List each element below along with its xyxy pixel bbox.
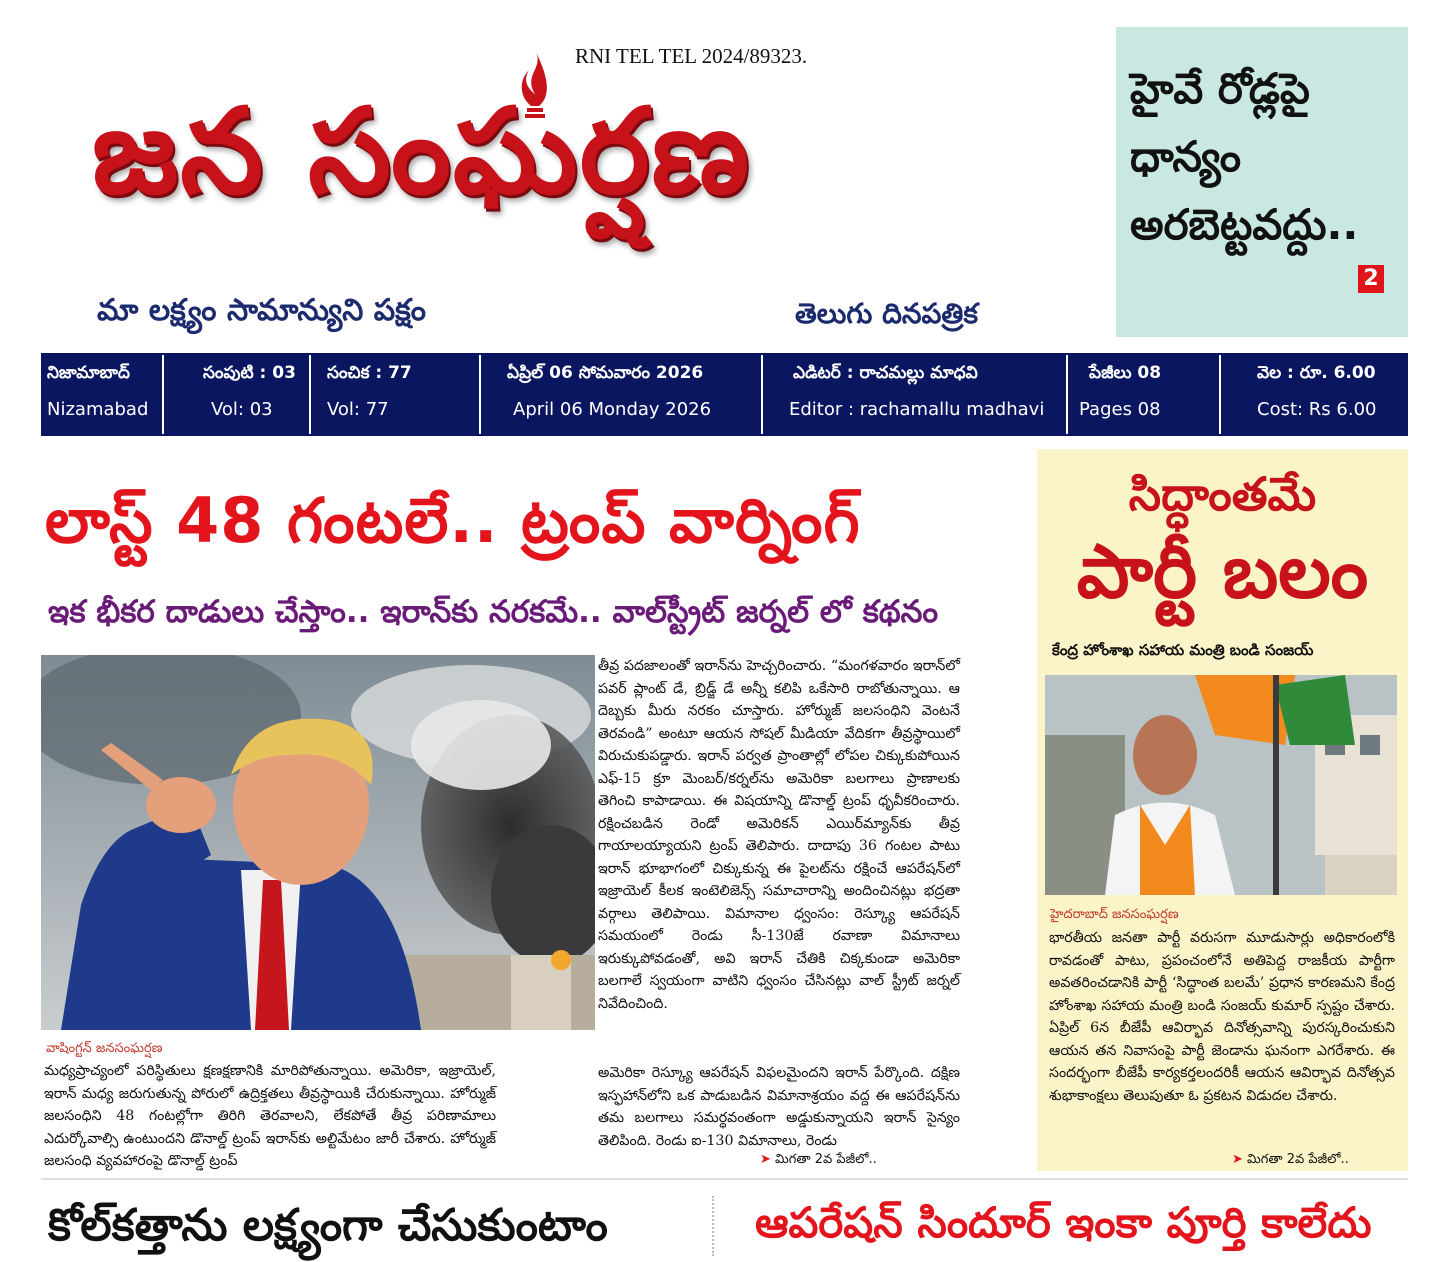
info-te: వెల : రూ. 6.00 bbox=[1257, 363, 1376, 383]
promo-page-badge: 2 bbox=[1358, 265, 1384, 293]
info-te: సంపుటి : 03 bbox=[203, 363, 296, 383]
lead-photo-illustration bbox=[41, 655, 595, 1030]
sidebar-title-line-1: సిద్ధాంతమే bbox=[1128, 467, 1317, 521]
sidebar-byline: కేంద్ర హోంశాఖ సహాయ మంత్రి బండి సంజయ్ bbox=[1052, 641, 1314, 659]
section-divider bbox=[41, 1178, 1408, 1180]
arrow-right-icon: ➤ bbox=[760, 1152, 776, 1167]
sidebar-title-line-2: పార్టీ బలం bbox=[1076, 529, 1369, 615]
info-en: Vol: 77 bbox=[327, 399, 389, 420]
info-te: నిజామాబాద్ bbox=[47, 363, 130, 383]
info-te: సంచిక : 77 bbox=[327, 363, 412, 383]
info-separator bbox=[1066, 355, 1068, 434]
sidebar-continued-link[interactable] bbox=[1232, 1152, 1349, 1170]
lead-body-column-2-wide: అమెరికా రెస్క్యూ ఆపరేషన్ విఫలమైందని ఇరాన్ పేర్కొంది. దక్షిణ ఇస్ఫహాన్‌లోని ఒక పాడుబడిన విమానాశ్రయం వద్ద ఈ ఆపరేషన్‌ను తమ బలగాలు సమర్థవంతంగా అడ్డుకున్నాయని ఇరాన్ సైన్యం తెలిపింది. రెండు ఐ-130 విమానాలు, రెండు bbox=[598, 1065, 960, 1149]
sidebar-dateline: హైదరాబాద్ జనసంఘర్షణ bbox=[1050, 907, 1179, 922]
newspaper-logo: జన సంఘర్షణ bbox=[92, 82, 752, 220]
column-divider bbox=[712, 1196, 714, 1256]
bottom-left-headline[interactable]: కోల్‌కత్తాను లక్ష్యంగా చేసుకుంటాం bbox=[48, 1200, 608, 1251]
lead-photo[interactable] bbox=[41, 655, 595, 1030]
lead-continued-text: మిగతా 2వ పేజీలో.. bbox=[775, 1152, 877, 1167]
info-en: Nizamabad bbox=[47, 399, 149, 420]
lead-dateline: వాషింగ్టన్ జనసంఘర్షణ bbox=[46, 1041, 163, 1056]
info-en: Cost: Rs 6.00 bbox=[1257, 399, 1377, 420]
info-en: Editor : rachamallu madhavi bbox=[789, 399, 1045, 420]
info-separator bbox=[162, 355, 164, 434]
lead-body-column-1: మధ్యప్రాచ్యంలో పరిస్థితులు క్షణక్షణానికి మారిపోతున్నాయి. అమెరికా, ఇజ్రాయెల్, ఇరాన్ మధ్య జరుగుతున్న పోరులో ఉద్రిక్తతలు తీవ్రస్థాయికి చేరుకున్నాయి. హోర్ముజ్ జలసంధిని 48 గంటల్లోగా తిరిగి తెరవాలని, లేకపోతే తీవ్ర పరిణామాలు ఎదుర్కోవాల్సి ఉంటుందని డొనాల్డ్ ట్రంప్ ఇరాన్‌కు అల్టిమేటం జారీ చేశారు. హోర్ముజ్ జలసంధి వ్యవహారంపై డొనాల్డ్ ట్రంప్ bbox=[44, 1063, 496, 1169]
tagline: మా లక్ష్యం సామాన్యుని పక్షం bbox=[97, 293, 426, 328]
registration-number: RNI TEL TEL 2024/89323. bbox=[575, 44, 808, 68]
info-te: ఎడిటర్ : రాచమల్లు మాధవి bbox=[793, 363, 978, 383]
info-en: Pages 08 bbox=[1079, 399, 1161, 420]
sidebar-photo[interactable] bbox=[1045, 675, 1397, 895]
sidebar-story[interactable] bbox=[1037, 449, 1408, 1171]
promo-box[interactable] bbox=[1116, 27, 1408, 337]
arrow-right-icon: ➤ bbox=[1232, 1152, 1248, 1167]
lead-body-column-2: తీవ్ర పదజాలంతో ఇరాన్‌ను హెచ్చరించారు. “మంగళవారం ఇరాన్‌లో పవర్ ప్లాంట్ డే, బ్రిడ్జ్ డే అన్నీ కలిపి ఒకేసారి రాబోతున్నాయి. ఆ దెబ్బకు మీరు నరకం చూస్తారు. హోర్ముజ్ జలసంధిని వెంటనే తెరవండి” అంటూ ఆయన సోషల్ మీడియా వేదికగా తీవ్రస్థాయిలో విరుచుకుపడ్డారు. ఇరాన్ పర్వత ప్రాంతాల్లో లోపల చిక్కుకుపోయిన ఎఫ్-15 క్రూ మెంబర్/కర్నల్‌ను అమెరికా బలగాలు ప్రాణాలకు తెగించి కాపాడాయి. ఈ విషయాన్ని డొనాల్డ్ ట్రంప్ ధృవీకరించారు. రక్షించబడిన రెండో అమెరికన్ ఎయిర్‌మ్యాన్‌కు తీవ్ర గాయాలయ్యాయని ట్రంప్ తెలిపారు. దాదాపు 36 గంటల పాటు ఇరాన్ భూభాగంలో చిక్కుకున్న ఈ పైలట్‌ను రక్షించే ఆపరేషన్‌లో ఇజ్రాయెల్ కీలక ఇంటెలిజెన్స్ సమాచారాన్ని అందించినట్లు భద్రతా వర్గాలు తెలిపాయి. విమానాల ధ్వంసం: రెస్క్యూ ఆపరేషన్ సమయంలో రెండు సీ-130జే రవాణా విమానాలు ఇరుక్కుపోవడంతో, అవి ఇరాన్ చేతికి చిక్కకుండా అమెరికా బలగాలే స్వయంగా వాటిని ధ్వంసం చేసినట్లు వాల్ స్ట్రీట్ జర్నల్ నివేదించింది. bbox=[598, 658, 960, 1012]
sidebar-continued-text: మిగతా 2వ పేజీలో.. bbox=[1247, 1152, 1349, 1167]
info-te: పేజీలు 08 bbox=[1089, 363, 1162, 383]
lead-continued-link[interactable] bbox=[760, 1152, 877, 1170]
info-bar bbox=[41, 353, 1408, 436]
info-separator bbox=[309, 355, 311, 434]
info-en: Vol: 03 bbox=[211, 399, 273, 420]
promo-line: ధాన్యం bbox=[1130, 132, 1242, 181]
promo-headline bbox=[1130, 55, 1400, 259]
info-en: April 06 Monday 2026 bbox=[513, 399, 712, 420]
info-separator bbox=[761, 355, 763, 434]
lead-headline[interactable]: లాస్ట్ 48 గంటలే.. ట్రంప్ వార్నింగ్ bbox=[45, 484, 861, 557]
sidebar-photo-illustration bbox=[1045, 675, 1397, 895]
paper-type: తెలుగు దినపత్రిక bbox=[795, 297, 978, 330]
promo-line: హైవే రోడ్లపై bbox=[1130, 64, 1310, 113]
bottom-right-headline[interactable]: ఆపరేషన్ సిందూర్ ఇంకా పూర్తి కాలేదు bbox=[755, 1198, 1372, 1247]
info-te: ఏప్రిల్ 06 సోమవారం 2026 bbox=[507, 363, 704, 383]
info-separator bbox=[1219, 355, 1221, 434]
lead-subheadline: ఇక భీకర దాడులు చేస్తాం.. ఇరాన్‌కు నరకమే.. వాల్‌స్ట్రీట్ జర్నల్ లో కథనం bbox=[48, 594, 939, 630]
info-separator bbox=[479, 355, 481, 434]
sidebar-body: భారతీయ జనతా పార్టీ వరుసగా మూడుసార్లు అధికారంలోకి రావడంతో పాటు, ప్రపంచంలోనే అతిపెద్ద రాజకీయ పార్టీగా అవతరించడానికి పార్టీ ‘సిద్ధాంత బలమే’ ప్రధాన కారణమని కేంద్ర హోంశాఖ సహాయ మంత్రి బండి సంజయ్ కుమార్ స్పష్టం చేశారు. ఏప్రిల్ 6న బీజేపీ ఆవిర్భావ దినోత్సవాన్ని పురస్కరించుకుని ఆయన తన నివాసంపై పార్టీ జెండాను ఘనంగా ఎగరేశారు. ఈ సందర్భంగా బీజేపీ కార్యకర్తలందరికీ ఆయన ఆవిర్భావ దినోత్సవ శుభాకాంక్షలు తెలుపుతూ ఓ ప్రకటన విడుదల చేశారు. bbox=[1049, 930, 1395, 1104]
promo-line: అరబెట్టవద్దు.. bbox=[1130, 200, 1359, 249]
